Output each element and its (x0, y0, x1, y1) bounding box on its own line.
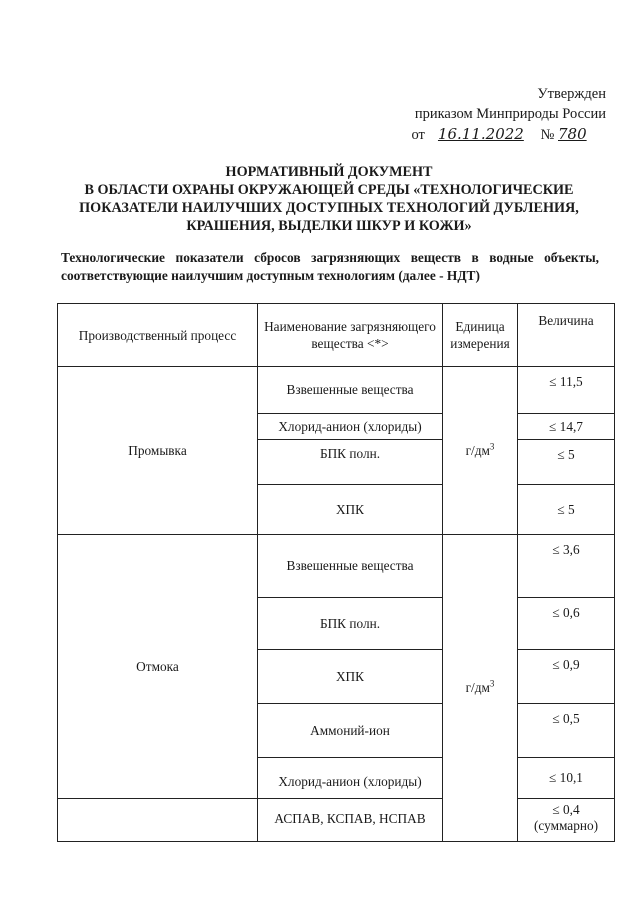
title-line-4: КРАШЕНИЯ, ВЫДЕЛКИ ШКУР И КОЖИ» (186, 218, 472, 234)
title-line-2: В ОБЛАСТИ ОХРАНЫ ОКРУЖАЮЩЕЙ СРЕДЫ «ТЕХНОЛОГИЧЕСКИЕ (84, 182, 574, 198)
substance-cell: ХПК (258, 650, 443, 704)
substance-cell: Хлорид-анион (хлориды) (258, 758, 443, 799)
substance-cell: Взвешенные вещества (258, 535, 443, 598)
substance-cell: Аммоний-ион (258, 704, 443, 758)
unit-exponent: 3 (489, 678, 495, 689)
ndt-table (57, 303, 615, 842)
value-cell: ≤ 0,9 (518, 650, 615, 704)
value-text: ≤ 0,4 (552, 802, 580, 817)
value-cell: ≤ 5 (518, 485, 615, 535)
substance-cell: БПК полн. (258, 598, 443, 650)
title-line-3: ПОКАЗАТЕЛИ НАИЛУЧШИХ ДОСТУПНЫХ ТЕХНОЛОГИЙ ДУБЛЕНИЯ, (79, 200, 579, 216)
value-cell (518, 799, 615, 842)
value-cell: ≤ 14,7 (518, 414, 615, 440)
approval-line-1: Утвержден (537, 86, 606, 102)
approval-line-3 (412, 124, 607, 145)
value-cell: ≤ 0,5 (518, 704, 615, 758)
value-cell: ≤ 11,5 (518, 367, 615, 414)
header-substance: Наименование загрязняющего вещества <*> (258, 304, 443, 367)
process-cell: Промывка (58, 367, 258, 535)
value-cell: ≤ 0,6 (518, 598, 615, 650)
value-cell: ≤ 5 (518, 440, 615, 485)
substance-cell: ХПК (258, 485, 443, 535)
approval-block (412, 84, 607, 145)
substance-cell: Взвешенные вещества (258, 367, 443, 414)
value-cell: ≤ 10,1 (518, 758, 615, 799)
substance-cell: АСПАВ, КСПАВ, НСПАВ (258, 799, 443, 842)
substance-cell: Хлорид-анион (хлориды) (258, 414, 443, 440)
unit-cell (443, 535, 518, 842)
approval-number-label: № (540, 127, 555, 143)
document-title (40, 163, 618, 235)
header-value: Величина (518, 304, 615, 367)
unit-base: г/дм (465, 442, 490, 458)
value-note: (суммарно) (533, 818, 599, 833)
process-cell: Отмока (58, 535, 258, 799)
approval-number: 780 (558, 125, 587, 143)
intro-paragraph: Технологические показатели сбросов загрязняющих веществ в водные объекты, соответствующие наилучшим доступным технологиям (далее - НДТ) (61, 250, 599, 283)
approval-date: 16.11.2022 (437, 125, 524, 143)
header-unit: Единица измерения (443, 304, 518, 367)
table-row (58, 535, 615, 598)
title-line-1: НОРМАТИВНЫЙ ДОКУМЕНТ (225, 164, 433, 180)
unit-base: г/дм (465, 680, 490, 695)
process-cell-empty (58, 799, 258, 842)
unit-cell (443, 367, 518, 535)
header-process: Производственный процесс (58, 304, 258, 367)
approval-line-2: приказом Минприроды России (414, 106, 606, 122)
approval-from-label: от (411, 127, 425, 143)
table-row (58, 367, 615, 414)
table-header-row (58, 304, 615, 367)
substance-cell: БПК полн. (258, 440, 443, 485)
unit-exponent: 3 (489, 441, 495, 452)
table-row (58, 799, 615, 842)
value-cell: ≤ 3,6 (518, 535, 615, 598)
